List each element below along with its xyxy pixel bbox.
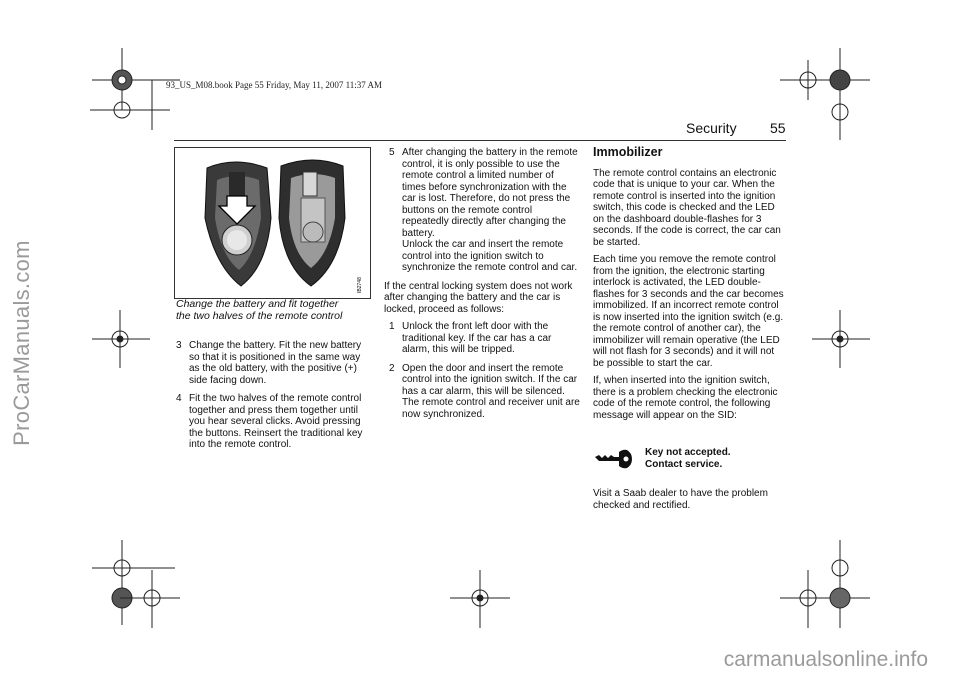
intro-paragraph: If the central locking system does not work after changing the battery and the car is locked, proceed as follows: [384,280,573,315]
step-text-2: Unlock the car and insert the remote control into the ignition switch to synchronize the remote control and car. [402,239,578,273]
step-number: 2 [389,362,395,374]
sid-message [593,447,788,470]
step-number: 5 [389,147,395,158]
step-number: 3 [176,340,182,351]
section-heading: Immobilizer [593,145,663,159]
sid-line-1: Key not accepted. [645,447,731,458]
caption-line-2: the two halves of the remote control [176,310,343,322]
step-1 [389,321,580,356]
remote-control-illustration [174,147,371,299]
step-text: Unlock the front left door with the traditional key. If the car has a car alarm, this will be tripped. [402,321,552,355]
caption-line-1: Change the battery and fit together [176,298,339,310]
sid-line-2: Contact service. [645,458,723,470]
side-watermark: ProCarManuals.com [9,240,34,446]
step-4 [176,393,372,451]
header-rule [174,140,786,141]
footer-watermark: carmanualsonline.info [723,648,928,671]
step-text: Change the battery. Fit the new battery so that it is positioned in the same way as the old battery, with the positive (+) side facing down. [189,340,362,386]
step-number: 1 [389,321,395,332]
paragraph-4: Visit a Saab dealer to have the problem checked and rectified. [593,488,768,511]
running-title: Security [686,120,737,136]
book-info: 93_US_M08.book Page 55 Friday, May 11, 2007 11:37 AM [166,80,382,90]
sid-message-text [645,447,731,470]
step-text: Fit the two halves of the remote control together and press them together until you hear several clicks. Avoid pressing the buttons. Reinsert the traditional key into the remote control. [189,393,363,450]
page-number: 55 [770,120,786,136]
step-number: 4 [176,393,182,404]
step-2 [389,363,580,421]
step-text: Open the door and insert the remote control into the ignition switch. If the car has a car alarm, this will be silenced. The remote control and receiver unit are now synchronized. [402,362,580,420]
figure-code: IB2748 [357,277,363,293]
step-5 [389,147,580,274]
paragraph-3: If, when inserted into the ignition switch, there is a problem checking the electronic code of the remote control, the following message will appear on the SID: [593,375,778,421]
paragraph-1: The remote control contains an electronic code that is unique to your car. When the remote control is inserted into the ignition switch, this code is checked and the LED on the dashboard double-flashes for 3 seconds. If the code is correct, the car can be started. [593,167,781,248]
column-2 [384,147,580,427]
paragraph-2: Each time you remove the remote control from the ignition, the electronic starting interlock is activated, the LED double-flashes for 3 seconds and the car becomes immobilized. If an incorrect remote control is now inserted into the ignition switch (e.g. the remote control of another car), the immobilizer will remain operative (the LED will not flash for 3 seconds) and it will not be possible to start the car. [593,254,784,369]
column-3 [593,147,788,517]
key-icon [593,448,633,470]
step-3 [176,340,372,386]
column-1 [176,340,372,458]
figure-caption [176,298,371,322]
step-text: After changing the battery in the remote control, it is only possible to use the remote control a limited number of times before synchronization with the car is lost. Therefore, do not press the buttons on the remote control repeatedly directly after changing the battery. [402,147,578,239]
